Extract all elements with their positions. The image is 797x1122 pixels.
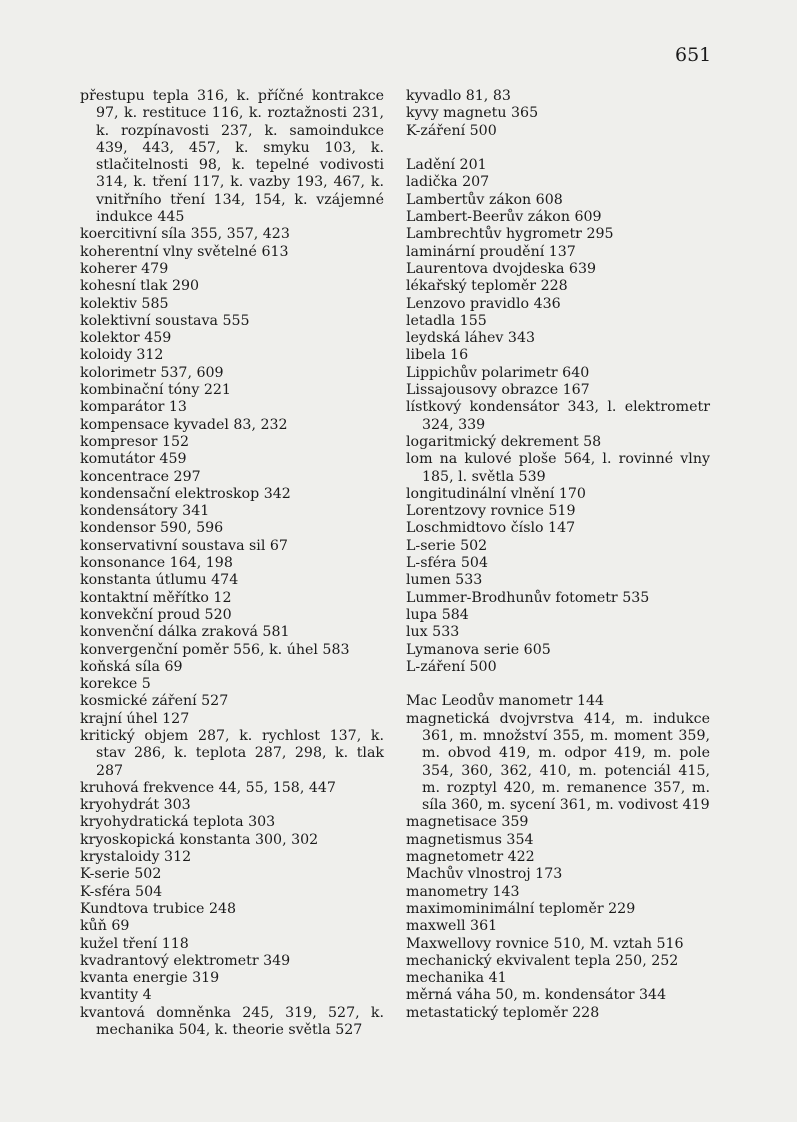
index-entry: letadla 155 — [406, 312, 487, 329]
index-entry: lékařský teploměr 228 — [406, 278, 568, 295]
index-entry: L-sféra 504 — [406, 555, 488, 572]
index-entry: konservativní soustava sil 67 — [80, 537, 288, 554]
index-entry: laminární proudění 137 — [406, 243, 576, 260]
group-separator — [406, 676, 710, 693]
index-entry: měrná váha 50, m. kondensátor 344 — [406, 987, 667, 1004]
index-entry: Mac Leodův manometr 144 — [406, 693, 605, 710]
index-entry: Loschmidtovo číslo 147 — [406, 520, 576, 537]
index-entry: kontaktní měřítko 12 — [80, 589, 232, 606]
index-entry: Lambert-Beerův zákon 609 — [406, 209, 602, 226]
index-entry: konvekční proud 520 — [80, 606, 232, 623]
index-entry: mechanický ekvivalent tepla 250, 252 — [406, 952, 679, 969]
index-entry: L-záření 500 — [406, 658, 497, 675]
index-entry: kůň 69 — [80, 918, 130, 935]
index-column-left — [80, 88, 384, 1039]
index-entry: kondensační elektroskop 342 — [80, 485, 291, 502]
index-entry: koloidy 312 — [80, 347, 164, 364]
index-entry: magnetisace 359 — [406, 814, 529, 831]
index-entry: Lambertův zákon 608 — [406, 191, 563, 208]
index-entry: kužel tření 118 — [80, 935, 189, 952]
index-entry: Lambrechtův hygrometr 295 — [406, 226, 614, 243]
index-entry: longitudinální vlnění 170 — [406, 485, 586, 502]
index-entry: kyvy magnetu 365 — [406, 105, 539, 122]
index-entry: konsonance 164, 198 — [80, 555, 233, 572]
index-entry: K-záření 500 — [406, 122, 497, 139]
index-entry: Lymanova serie 605 — [406, 641, 551, 658]
index-entry: kvadrantový elektrometr 349 — [80, 952, 291, 969]
index-entry: Maxwellovy rovnice 510, M. vztah 516 — [406, 935, 684, 952]
index-entry: lom na kulové ploše 564, l. rovinné vlny 185, l. světla 539 — [406, 451, 710, 485]
index-entry: maximominimální teploměr 229 — [406, 900, 636, 917]
index-entry: Lissajousovy obrazce 167 — [406, 382, 590, 399]
index-entry: krajní úhel 127 — [80, 710, 190, 727]
index-entry: kohesní tlak 290 — [80, 278, 200, 295]
index-entry: koncentrace 297 — [80, 468, 201, 485]
index-entry: magnetická dvojvrstva 414, m. indukce 361, m. množství 355, m. moment 359, m. obvod 419, m. odpor 419, m. pole 354, 360, 362, 410, m. potenciál 415, m. rozptyl 420, m. remanence 357, m. síla 360, m. sycení 361, m. vodivost 419 — [406, 710, 710, 814]
index-entry: magnetismus 354 — [406, 831, 534, 848]
index-entry: leydská láhev 343 — [406, 330, 536, 347]
index-entry: lux 533 — [406, 624, 460, 641]
index-entry: Lummer-Brodhunův fotometr 535 — [406, 589, 650, 606]
index-entry: konstanta útlumu 474 — [80, 572, 239, 589]
index-entry: magnetometr 422 — [406, 849, 535, 866]
index-entry: kompensace kyvadel 83, 232 — [80, 416, 288, 433]
index-entry: kvantity 4 — [80, 987, 152, 1004]
index-entry: manometry 143 — [406, 883, 520, 900]
index-entry: kosmické záření 527 — [80, 693, 229, 710]
index-entry: kompresor 152 — [80, 433, 190, 450]
index-entry: lupa 584 — [406, 606, 469, 623]
index-entry: koherentní vlny světelné 613 — [80, 243, 289, 260]
index-entry: kryohydrát 303 — [80, 797, 191, 814]
index-entry: korekce 5 — [80, 676, 151, 693]
index-entry: kruhová frekvence 44, 55, 158, 447 — [80, 779, 336, 796]
index-entry: Ladění 201 — [406, 157, 487, 174]
index-entry: Laurentova dvojdeska 639 — [406, 260, 597, 277]
index-column-right — [406, 88, 710, 1022]
index-entry: krystaloidy 312 — [80, 849, 192, 866]
index-entry: Kundtova trubice 248 — [80, 900, 237, 917]
index-entry: kondensátory 341 — [80, 503, 210, 520]
index-entry: Lorentzovy rovnice 519 — [406, 503, 576, 520]
index-entry: kondensor 590, 596 — [80, 520, 224, 537]
index-entry: kvantová domněnka 245, 319, 527, k. mechanika 504, k. theorie světla 527 — [80, 1004, 384, 1039]
index-entry: kyvadlo 81, 83 — [406, 88, 511, 104]
index-entry: kvanta energie 319 — [80, 970, 220, 987]
index-entry: Lippichův polarimetr 640 — [406, 364, 590, 381]
index-entry: logaritmický dekrement 58 — [406, 433, 602, 450]
index-entry: kolektivní soustava 555 — [80, 312, 250, 329]
index-entry: koercitivní síla 355, 357, 423 — [80, 226, 290, 243]
index-entry: kolorimetr 537, 609 — [80, 364, 224, 381]
page-number: 651 — [675, 44, 712, 66]
index-entry: kolektor 459 — [80, 330, 172, 347]
index-entry: mechanika 41 — [406, 970, 507, 987]
index-entry: kryoskopická konstanta 300, 302 — [80, 831, 319, 848]
index-entry: konvergenční poměr 556, k. úhel 583 — [80, 641, 350, 658]
index-entry: konvenční dálka zraková 581 — [80, 624, 290, 641]
index-entry: lumen 533 — [406, 572, 483, 589]
index-entry: K-sféra 504 — [80, 883, 163, 900]
index-entry: ladička 207 — [406, 174, 490, 191]
index-entry: Machův vlnostroj 173 — [406, 866, 563, 883]
index-entry: koňská síla 69 — [80, 658, 183, 675]
index-entry: L-serie 502 — [406, 537, 488, 554]
index-entry: lístkový kondensátor 343, l. elektrometr 324, 339 — [406, 399, 710, 433]
index-entry: komutátor 459 — [80, 451, 187, 468]
index-group-k — [406, 88, 710, 140]
index-entry: kritický objem 287, k. rychlost 137, k. stav 286, k. teplota 287, 298, k. tlak 287 — [80, 727, 384, 779]
index-entry: kryohydratická teplota 303 — [80, 814, 276, 831]
index-entry: K-serie 502 — [80, 866, 162, 883]
index-entry: maxwell 361 — [406, 918, 498, 935]
index-entry: kolektiv 585 — [80, 295, 169, 312]
index-group-l — [406, 157, 710, 676]
index-entry: metastatický teploměr 228 — [406, 1004, 600, 1021]
index-entry: komparátor 13 — [80, 399, 187, 416]
index-group-m — [406, 693, 710, 1022]
group-separator — [406, 140, 710, 157]
index-entry: Lenzovo pravidlo 436 — [406, 295, 561, 312]
index-entry: koherer 479 — [80, 260, 169, 277]
index-entry: libela 16 — [406, 347, 469, 364]
index-entry: přestupu tepla 316, k. příčné kontrakce 97, k. restituce 116, k. roztažnosti 231, k. rozpínavosti 237, k. samoindukce 439, 443, 457, k. smyku 103, k. stlačitelnosti 98, k. tepelné vodivosti 314, k. tření 117, k. vazby 193, 467, k. vnitřního tření 134, 154, k. vzájemné indukce 445 — [80, 88, 384, 226]
index-entry: kombinační tóny 221 — [80, 382, 231, 399]
